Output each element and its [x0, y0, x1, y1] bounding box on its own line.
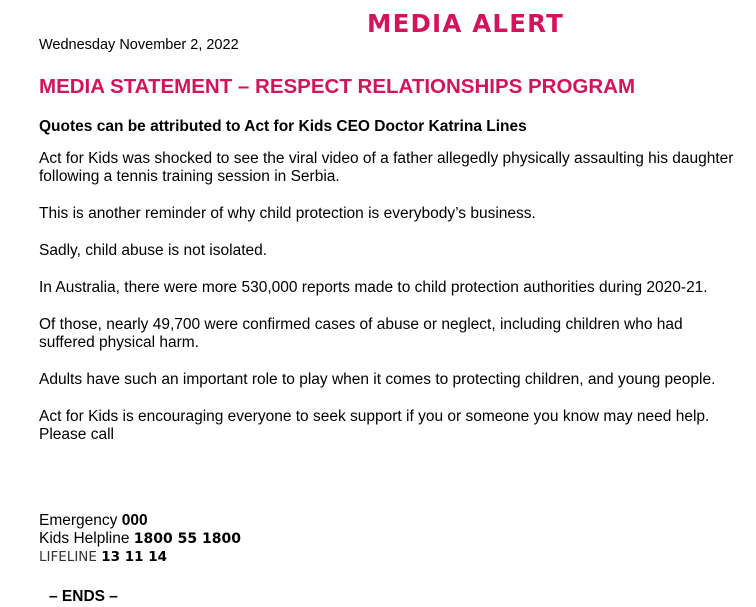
paragraph: This is another reminder of why child protection is everybody’s business.	[39, 205, 536, 222]
paragraph: In Australia, there were more 530,000 reports made to child protection authorities during 2020-21.	[39, 279, 708, 296]
quote-attribution: Quotes can be attributed to Act for Kids CEO Doctor Katrina Lines	[39, 118, 527, 135]
contact-list	[39, 512, 439, 566]
contact-lifeline	[39, 548, 439, 566]
ends-marker: – ENDS –	[49, 588, 118, 605]
paragraph: Act for Kids was shocked to see the viral video of a father allegedly physically assaulting his daughter following a tennis training session in Serbia.	[39, 150, 734, 185]
contact-label: Emergency	[39, 512, 122, 529]
statement-body	[39, 150, 739, 463]
contact-number: 13 11 14	[101, 549, 167, 565]
paragraph: Of those, nearly 49,700 were confirmed cases of abuse or neglect, including children who had suffered physical harm.	[39, 316, 683, 351]
paragraph: Adults have such an important role to play when it comes to protecting children, and young people.	[39, 371, 716, 388]
release-date: Wednesday November 2, 2022	[39, 37, 239, 53]
contact-emergency	[39, 512, 439, 530]
paragraph: Act for Kids is encouraging everyone to seek support if you or someone you know may need help. Please call	[39, 408, 710, 443]
media-alert-logo: MEDIA ALERT	[367, 9, 565, 38]
page-title: MEDIA STATEMENT – RESPECT RELATIONSHIPS PROGRAM	[39, 75, 636, 98]
paragraph: Sadly, child abuse is not isolated.	[39, 242, 268, 259]
contact-label: Kids Helpline	[39, 530, 134, 547]
contact-label: LIFELINE	[39, 549, 102, 565]
contact-number: 1800 55 1800	[133, 531, 241, 547]
contact-number: 000	[121, 512, 148, 529]
contact-kids-helpline	[39, 530, 439, 548]
